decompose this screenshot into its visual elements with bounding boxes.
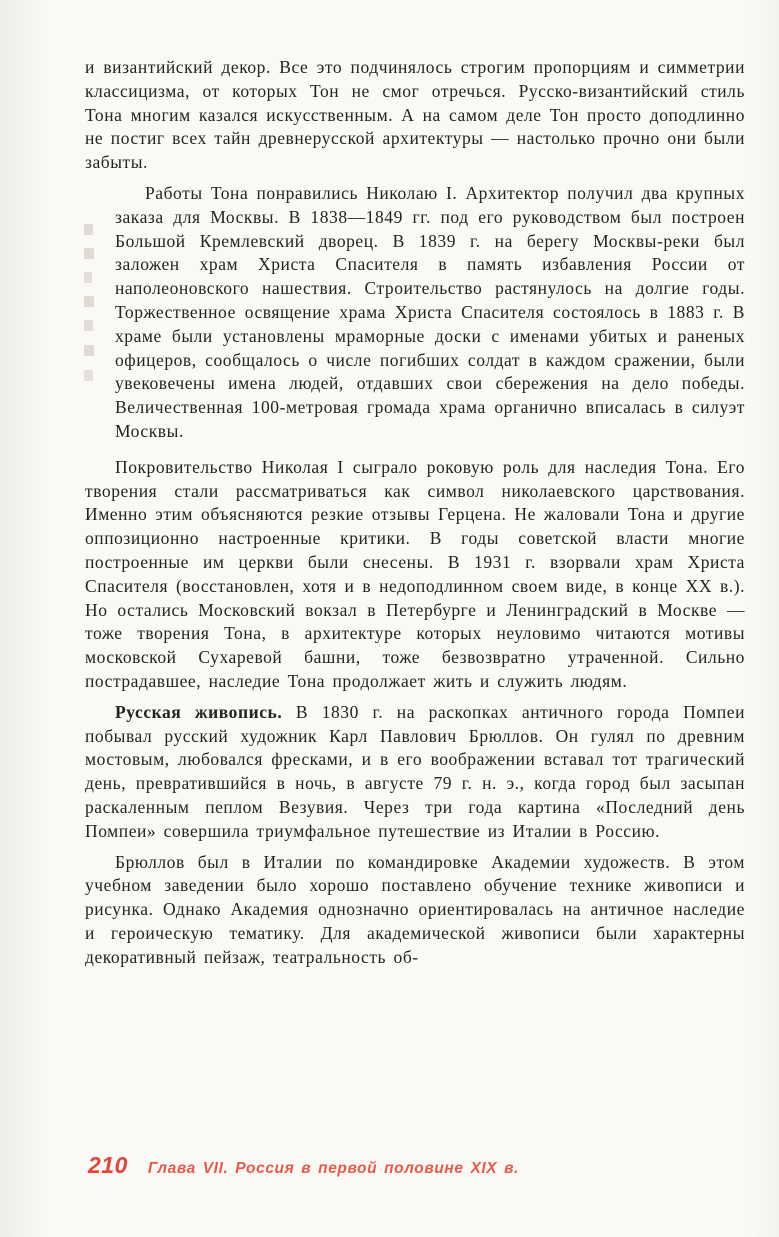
- paragraph-bryullov-academy: Брюллов был в Италии по командировке Академии художеств. В этом учебном заведении было хорошо поставлено обучение технике живописи и рисунка. Однако Академия однозначно ориентировалась на античное наследие и героическую тематику. Для академической живописи были характерны декоративный пейзаж, театральность об-: [85, 851, 745, 967]
- page-footer: [88, 1152, 519, 1179]
- paragraph-russian-painting: [85, 701, 745, 844]
- paragraph-text: В 1830 г. на раскопках античного города Помпеи побывал русский художник Карл Павлович Брюллов. Он гулял по древним мостовым, любовался фресками, и в его воображении вставал тот трагический день, превратившийся в ночь, в августе 79 г. н. э., когда город был засыпан раскаленным пеплом Везувия. Через три года картина «Последний день Помпеи» совершила триумфальное путешествие из Италии в Россию.: [85, 701, 745, 841]
- page-number: 210: [88, 1152, 128, 1178]
- chapter-title: Глава VII. Россия в первой половине XIX в.: [147, 1160, 520, 1177]
- supplementary-block: Работы Тона понравились Николаю I. Архитектор получил два крупных заказа для Москвы. В 1838—1849 гг. под его руководством был построен Большой Кремлевский дворец. В 1839 г. на берегу Москвы-реки был заложен храм Христа Спасителя в память избавления России от наполеоновского нашествия. Строительство растянулось на долгие годы. Торжественное освящение храма Христа Спасителя состоялось в 1883 г. В храме были установлены мраморные доски с именами убитых и раненых офицеров, сообщалось о числе погибших солдат в каждом сражении, были увековечены имена людей, отдавших свои сбережения на дело победы. Величественная 100-метровая громада храма органично вписалась в силуэт Москвы.: [115, 182, 745, 441]
- text-column: [85, 56, 745, 969]
- paragraph-ton-legacy: Покровительство Николая I сыграло роковую роль для наследия Тона. Его творения стали рассматриваться как символ николаевского царствования. Именно этим объясняются резкие отзывы Герцена. Не жаловали Тона и другие оппозиционно настроенные критики. В годы советской власти многие построенные им церкви были снесены. В 1931 г. взорвали храм Христа Спасителя (восстановлен, хотя и в недоподлинном своем виде, в конце XX в.). Но остались Московский вокзал в Петербурге и Ленинградский в Москве — тоже творения Тона, в архитектуре которых неуловимо читаются мотивы московской Сухаревой башни, тоже безвозвратно утраченной. Сильно пострадавшее, наследие Тона продолжает жить и служить людям.: [85, 456, 745, 691]
- run-in-heading: Русская живопись.: [115, 701, 283, 722]
- paragraph-continuation: и византийский декор. Все это подчинялось строгим пропорциям и симметрии классицизма, от которых Тон не смог отречься. Русско-византийский стиль Тона многим казался искусственным. А на самом деле Тон просто доподлинно не постиг всех тайн древнерусской архитектуры — настолько прочно они были забыты.: [85, 57, 745, 173]
